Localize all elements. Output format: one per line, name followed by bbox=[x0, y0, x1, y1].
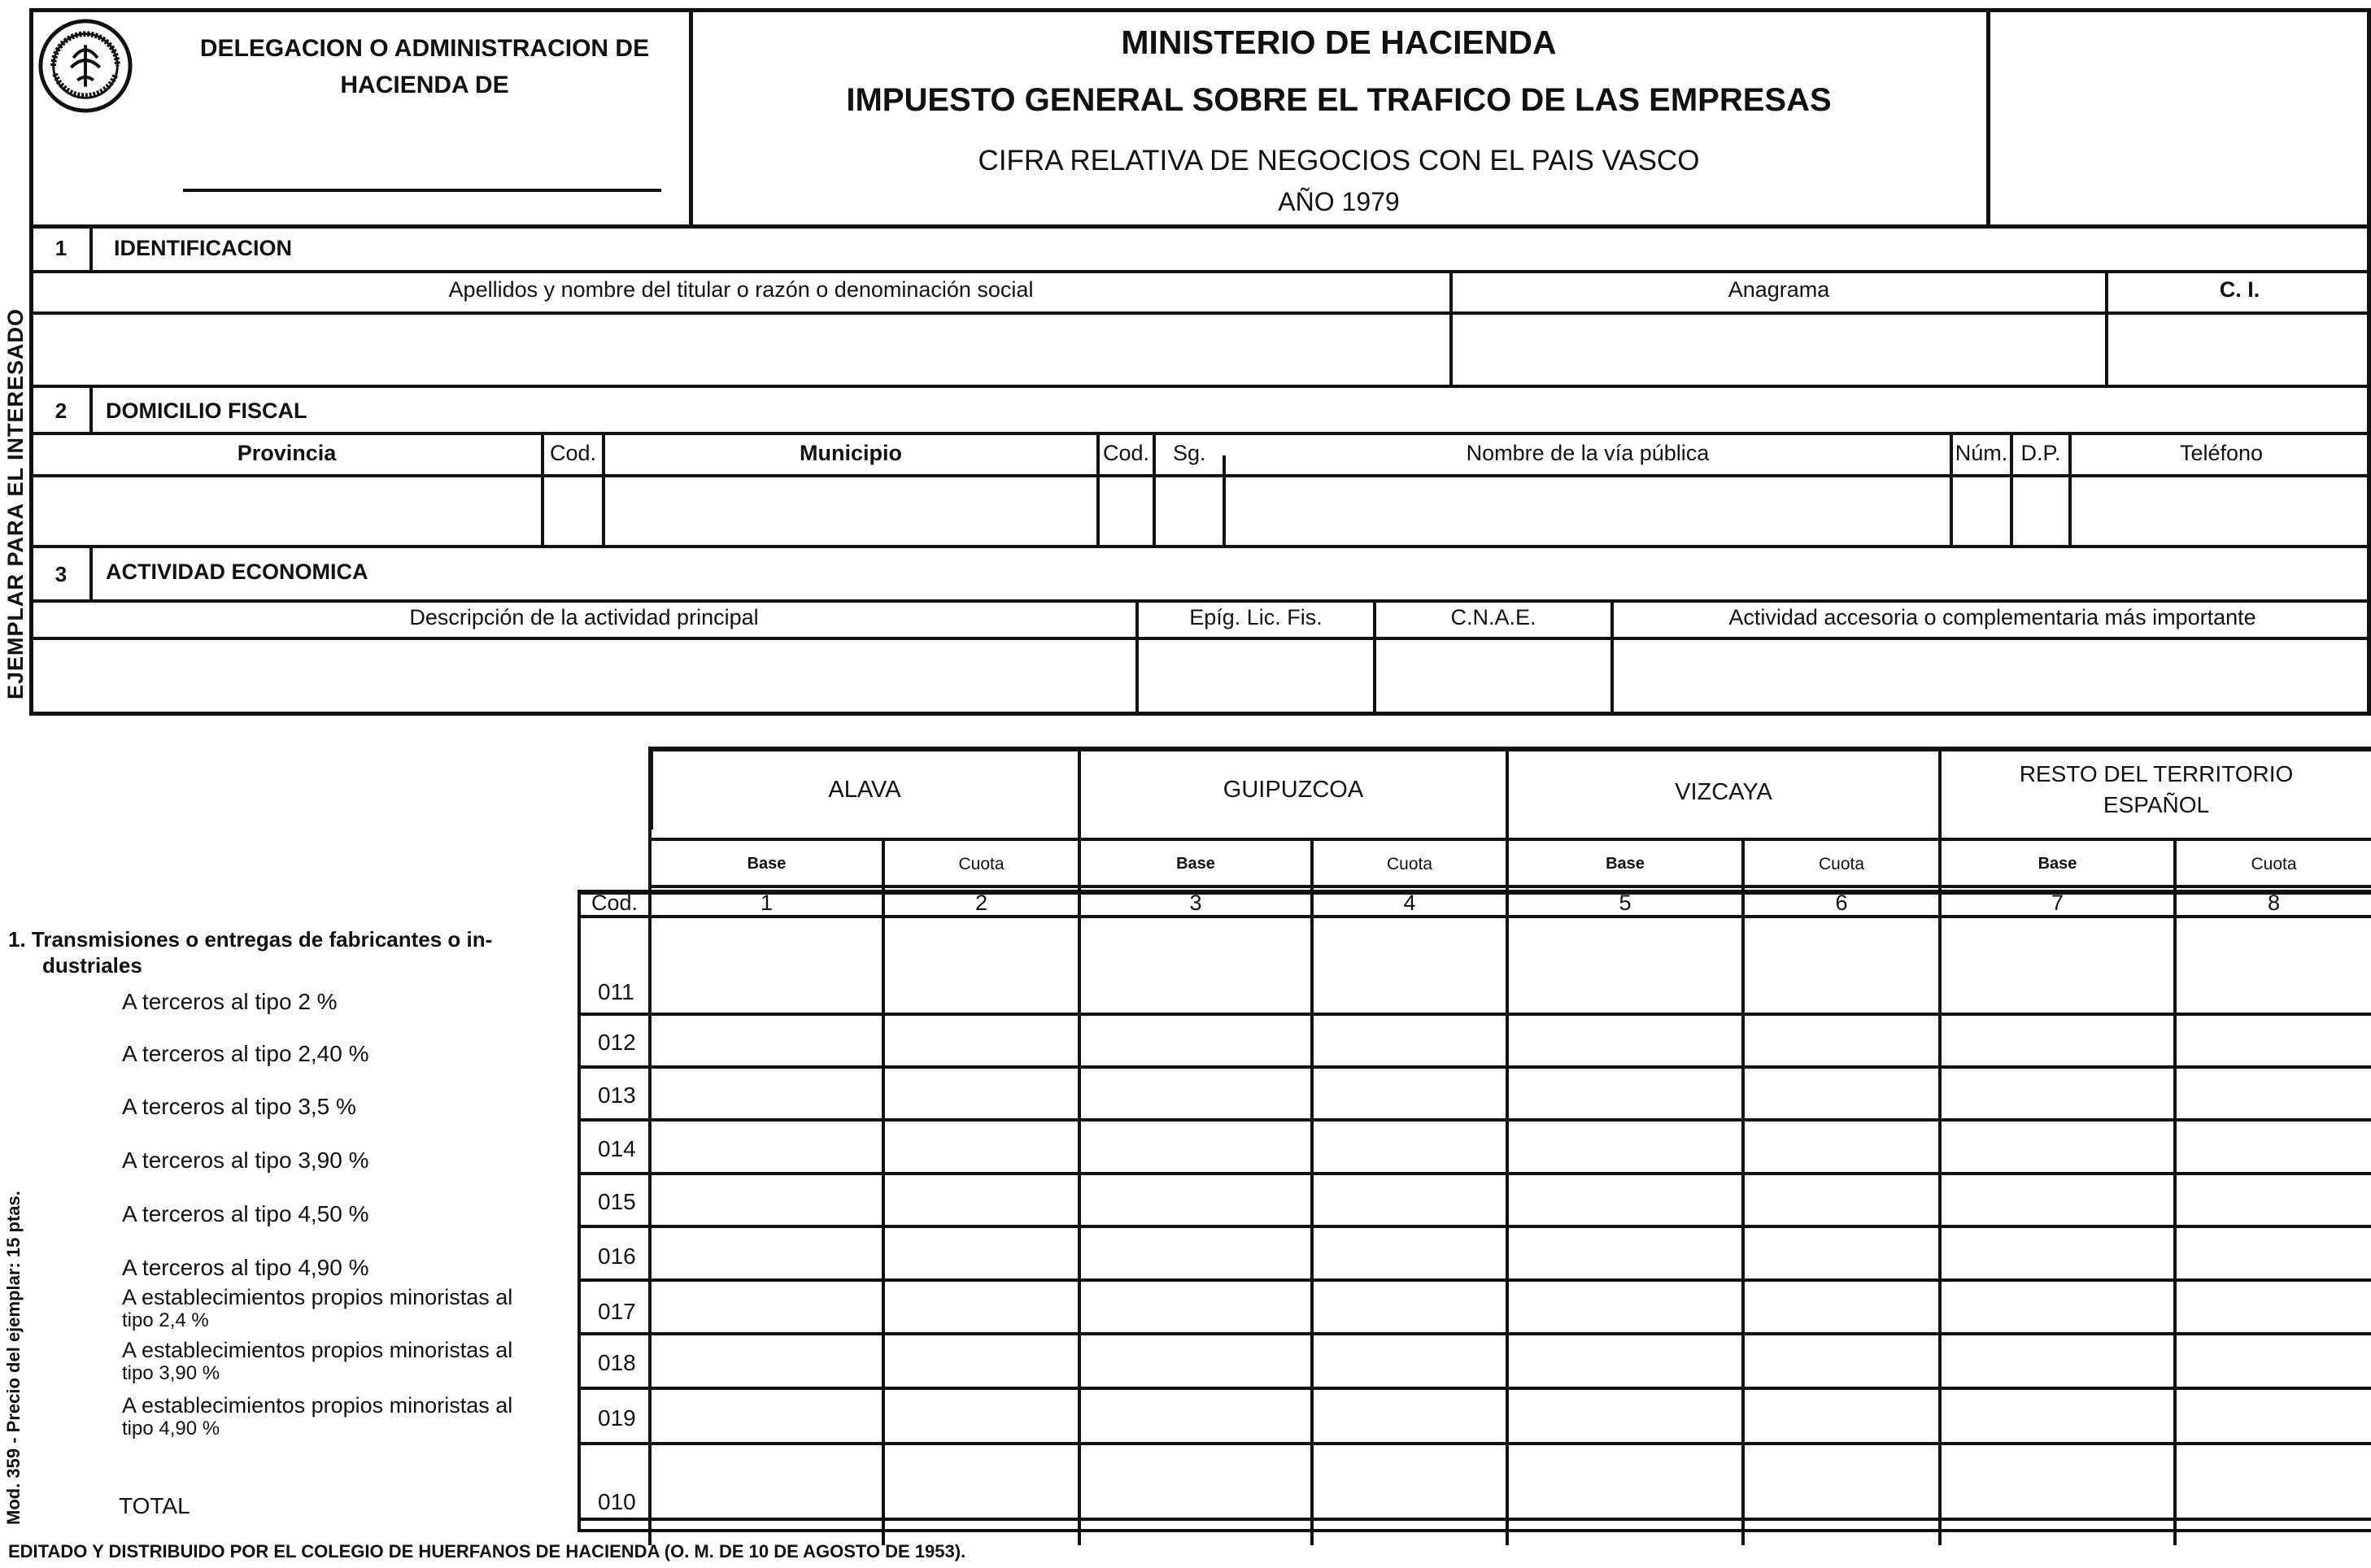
subhead-cuota-1: Cuota bbox=[958, 855, 1005, 873]
cell-017-col3[interactable] bbox=[1081, 1282, 1310, 1332]
cell-011-col4[interactable] bbox=[1314, 918, 1506, 1013]
cell-014-col2[interactable] bbox=[885, 1122, 1078, 1172]
col-number-1: 1 bbox=[760, 891, 774, 915]
col-number-2: 2 bbox=[974, 891, 988, 915]
subhead-base-4: Base bbox=[2038, 855, 2077, 873]
section2-title: DOMICILIO FISCAL bbox=[106, 399, 307, 423]
actividad-accesoria-field[interactable] bbox=[1614, 640, 2367, 712]
header-name: Apellidos y nombre del titular o razón o denominación social bbox=[448, 277, 1034, 302]
section1-number: 1 bbox=[54, 236, 68, 260]
table-section-title: 1. Transmisiones o entregas de fabricantes o in- bbox=[8, 927, 493, 952]
cell-018-col3[interactable] bbox=[1081, 1335, 1310, 1387]
row-code-016: 016 bbox=[598, 1244, 636, 1269]
section3-number: 3 bbox=[54, 562, 68, 586]
header-via-publica: Nombre de la vía pública bbox=[1466, 441, 1710, 465]
row-code-010: 010 bbox=[598, 1489, 636, 1514]
row-code-018: 018 bbox=[598, 1350, 636, 1375]
row-label-014: A terceros al tipo 3,90 % bbox=[122, 1148, 369, 1173]
cell-017-col7[interactable] bbox=[1942, 1282, 2173, 1332]
sg-field[interactable] bbox=[1156, 477, 1223, 545]
cell-014-col4[interactable] bbox=[1314, 1122, 1506, 1172]
via-publica-field[interactable] bbox=[1226, 477, 1950, 545]
cell-016-col3[interactable] bbox=[1081, 1228, 1310, 1278]
cod-column-header: Cod. bbox=[591, 891, 639, 915]
cell-014-col1[interactable] bbox=[652, 1122, 882, 1172]
row-label-018: A establecimientos propios minoristas al bbox=[122, 1338, 513, 1362]
header-epigrafe: Epíg. Lic. Fis. bbox=[1189, 605, 1323, 629]
cell-013-col8[interactable] bbox=[2177, 1069, 2368, 1118]
cell-010-col3[interactable] bbox=[1081, 1445, 1310, 1514]
header-cod-provincia: Cod. bbox=[549, 441, 597, 465]
subhead-cuota-4: Cuota bbox=[2251, 855, 2297, 873]
row-code-015: 015 bbox=[598, 1189, 636, 1214]
region-alava: ALAVA bbox=[828, 777, 901, 803]
footer-publisher: EDITADO Y DISTRIBUIDO POR EL COLEGIO DE HUERFANOS DE HACIENDA (O. M. DE 10 DE AGOSTO DE 1953). bbox=[8, 1541, 966, 1561]
cell-010-col1[interactable] bbox=[652, 1445, 882, 1514]
cell-018-col2[interactable] bbox=[885, 1335, 1078, 1387]
delegacion-line1: DELEGACION O ADMINISTRACION DE bbox=[199, 35, 650, 62]
cell-018-col8[interactable] bbox=[2177, 1335, 2368, 1387]
col-number-8: 8 bbox=[2267, 891, 2281, 915]
actividad-principal-field[interactable] bbox=[33, 640, 1135, 712]
cell-018-col7[interactable] bbox=[1942, 1335, 2173, 1387]
header-cnae: C.N.A.E. bbox=[1450, 605, 1536, 629]
header-actividad-accesoria: Actividad accesoria o complementaria más importante bbox=[1728, 605, 2256, 629]
col-number-6: 6 bbox=[1835, 891, 1848, 915]
cell-013-col5[interactable] bbox=[1509, 1069, 1741, 1118]
cell-011-col5[interactable] bbox=[1509, 918, 1741, 1013]
cell-017-col4[interactable] bbox=[1314, 1282, 1506, 1332]
region-vizcaya: VIZCAYA bbox=[1675, 779, 1772, 805]
subhead-base-2: Base bbox=[1176, 855, 1215, 873]
row-code-019: 019 bbox=[598, 1405, 636, 1431]
cell-011-col8[interactable] bbox=[2177, 918, 2368, 1013]
subhead-base-1: Base bbox=[747, 855, 787, 873]
cod-municipio-field[interactable] bbox=[1100, 477, 1153, 545]
cell-019-col5[interactable] bbox=[1509, 1390, 1741, 1442]
col-number-3: 3 bbox=[1189, 891, 1202, 915]
cell-019-col6[interactable] bbox=[1745, 1390, 1938, 1442]
cell-014-col6[interactable] bbox=[1745, 1122, 1938, 1172]
section1-title: IDENTIFICACION bbox=[114, 236, 292, 260]
row-code-014: 014 bbox=[598, 1136, 636, 1161]
dp-field[interactable] bbox=[2013, 477, 2068, 545]
table-section-title-cont: dustriales bbox=[42, 953, 142, 978]
ci-field[interactable] bbox=[2108, 315, 2367, 385]
cell-010-col4[interactable] bbox=[1314, 1445, 1506, 1514]
tax-title: IMPUESTO GENERAL SOBRE EL TRAFICO DE LAS EMPRESAS bbox=[846, 82, 1832, 118]
cell-016-col6[interactable] bbox=[1745, 1228, 1938, 1278]
row-label-018-cont: tipo 3,90 % bbox=[122, 1362, 220, 1384]
cell-018-col1[interactable] bbox=[652, 1335, 882, 1387]
cell-016-col8[interactable] bbox=[2177, 1228, 2368, 1278]
epigrafe-field[interactable] bbox=[1139, 640, 1373, 712]
subhead-cuota-3: Cuota bbox=[1818, 855, 1865, 873]
col-number-7: 7 bbox=[2051, 891, 2064, 915]
region-header-top bbox=[648, 747, 2371, 751]
row-label-013: A terceros al tipo 3,5 % bbox=[122, 1094, 356, 1119]
header-telefono: Teléfono bbox=[2179, 441, 2264, 465]
row-code-017: 017 bbox=[598, 1299, 636, 1324]
cell-014-col7[interactable] bbox=[1942, 1122, 2173, 1172]
cell-013-col7[interactable] bbox=[1942, 1069, 2173, 1118]
cell-010-col2[interactable] bbox=[885, 1445, 1078, 1514]
row-code-011: 011 bbox=[598, 979, 634, 1004]
header-municipio: Municipio bbox=[800, 441, 902, 465]
row-code-013: 013 bbox=[598, 1082, 636, 1108]
row-label-015: A terceros al tipo 4,50 % bbox=[122, 1201, 369, 1226]
cell-017-col5[interactable] bbox=[1509, 1282, 1741, 1332]
cell-019-col7[interactable] bbox=[1942, 1390, 2173, 1442]
municipio-field[interactable] bbox=[605, 477, 1096, 545]
cnae-field[interactable] bbox=[1376, 640, 1610, 712]
cell-011-col2[interactable] bbox=[885, 918, 1078, 1013]
row-label-019-cont: tipo 4,90 % bbox=[122, 1418, 220, 1440]
cell-012-col5[interactable] bbox=[1509, 1016, 1741, 1065]
row-label-total: TOTAL bbox=[119, 1493, 190, 1518]
cell-014-col5[interactable] bbox=[1509, 1122, 1741, 1172]
subhead-cuota-2: Cuota bbox=[1386, 855, 1433, 873]
cell-016-col7[interactable] bbox=[1942, 1228, 2173, 1278]
cell-017-col2[interactable] bbox=[885, 1282, 1078, 1332]
delegacion-line2: HACIENDA DE bbox=[340, 72, 509, 98]
cell-018-col4[interactable] bbox=[1314, 1335, 1506, 1387]
delegacion-input[interactable] bbox=[183, 146, 661, 192]
cell-017-col1[interactable] bbox=[652, 1282, 882, 1332]
cell-013-col4[interactable] bbox=[1314, 1069, 1506, 1118]
cod-provincia-field[interactable] bbox=[544, 477, 602, 545]
cell-016-col4[interactable] bbox=[1314, 1228, 1506, 1278]
cell-015-col8[interactable] bbox=[2177, 1175, 2368, 1225]
region-guipuzcoa: GUIPUZCOA bbox=[1223, 777, 1364, 803]
cell-018-col6[interactable] bbox=[1745, 1335, 1938, 1387]
col-number-5: 5 bbox=[1619, 891, 1632, 915]
cell-015-col7[interactable] bbox=[1942, 1175, 2173, 1225]
cell-010-col8[interactable] bbox=[2177, 1445, 2368, 1514]
price-label: Mod. 359 - Precio del ejemplar: 15 ptas. bbox=[3, 1191, 24, 1525]
cell-010-col7[interactable] bbox=[1942, 1445, 2173, 1514]
row-label-012: A terceros al tipo 2,40 % bbox=[122, 1041, 369, 1066]
cell-019-col4[interactable] bbox=[1314, 1390, 1506, 1442]
cell-011-col3[interactable] bbox=[1081, 918, 1310, 1013]
cell-017-col6[interactable] bbox=[1745, 1282, 1938, 1332]
num-field[interactable] bbox=[1953, 477, 2010, 545]
cell-019-col3[interactable] bbox=[1081, 1390, 1310, 1442]
cell-015-col3[interactable] bbox=[1081, 1175, 1310, 1225]
form-subtitle: CIFRA RELATIVA DE NEGOCIOS CON EL PAIS VASCO bbox=[978, 145, 1700, 176]
cell-013-col3[interactable] bbox=[1081, 1069, 1310, 1118]
ministry-title: MINISTERIO DE HACIENDA bbox=[1121, 24, 1557, 61]
office-use-box[interactable] bbox=[1990, 12, 2367, 226]
cell-012-col6[interactable] bbox=[1745, 1016, 1938, 1065]
cell-012-col4[interactable] bbox=[1314, 1016, 1506, 1065]
region-resto-line2: ESPAÑOL bbox=[2103, 792, 2210, 817]
cell-015-col2[interactable] bbox=[885, 1175, 1078, 1225]
cell-019-col2[interactable] bbox=[885, 1390, 1078, 1442]
section3-title: ACTIVIDAD ECONOMICA bbox=[106, 560, 368, 584]
cell-012-col2[interactable] bbox=[885, 1016, 1078, 1065]
cell-011-col6[interactable] bbox=[1745, 918, 1938, 1013]
telefono-field[interactable] bbox=[2072, 477, 2367, 545]
copy-label: EJEMPLAR PARA EL INTERESADO bbox=[3, 307, 28, 699]
cell-012-col8[interactable] bbox=[2177, 1016, 2368, 1065]
region-resto-line1: RESTO DEL TERRITORIO bbox=[2019, 761, 2294, 786]
cell-014-col8[interactable] bbox=[2177, 1122, 2368, 1172]
row-label-011: A terceros al tipo 2 % bbox=[122, 989, 338, 1014]
section2-number: 2 bbox=[54, 399, 68, 423]
cell-018-col5[interactable] bbox=[1509, 1335, 1741, 1387]
header-sg: Sg. bbox=[1173, 441, 1206, 465]
header-cod-municipio: Cod. bbox=[1102, 441, 1150, 465]
cell-013-col2[interactable] bbox=[885, 1069, 1078, 1118]
header-num: Núm. bbox=[1955, 441, 2008, 465]
cell-012-col7[interactable] bbox=[1942, 1016, 2173, 1065]
cell-010-col5[interactable] bbox=[1509, 1445, 1741, 1514]
cell-016-col1[interactable] bbox=[652, 1228, 882, 1278]
cell-019-col8[interactable] bbox=[2177, 1390, 2368, 1442]
provincia-field[interactable] bbox=[33, 477, 541, 545]
cell-012-col3[interactable] bbox=[1081, 1016, 1310, 1065]
row-label-016: A terceros al tipo 4,90 % bbox=[122, 1255, 369, 1280]
header-actividad-principal: Descripción de la actividad principal bbox=[409, 605, 759, 629]
anagrama-field[interactable] bbox=[1453, 315, 2105, 385]
cell-019-col1[interactable] bbox=[652, 1390, 882, 1442]
cell-013-col1[interactable] bbox=[652, 1069, 882, 1118]
row-label-019: A establecimientos propios minoristas al bbox=[122, 1393, 513, 1418]
cell-015-col6[interactable] bbox=[1745, 1175, 1938, 1225]
header-dp: D.P. bbox=[2020, 441, 2061, 465]
cell-015-col1[interactable] bbox=[652, 1175, 882, 1225]
cell-011-col7[interactable] bbox=[1942, 918, 2173, 1013]
cell-016-col5[interactable] bbox=[1509, 1228, 1741, 1278]
cell-013-col6[interactable] bbox=[1745, 1069, 1938, 1118]
cell-011-col1[interactable] bbox=[652, 918, 882, 1013]
col-number-4: 4 bbox=[1403, 891, 1416, 915]
header-anagrama: Anagrama bbox=[1728, 277, 1830, 302]
cell-012-col1[interactable] bbox=[652, 1016, 882, 1065]
row-label-017: A establecimientos propios minoristas al bbox=[122, 1285, 513, 1309]
subhead-base-3: Base bbox=[1606, 855, 1645, 873]
cell-010-col6[interactable] bbox=[1745, 1445, 1938, 1514]
form-year: AÑO 1979 bbox=[1278, 187, 1400, 216]
row-code-012: 012 bbox=[598, 1030, 636, 1055]
cell-015-col4[interactable] bbox=[1314, 1175, 1506, 1225]
name-field[interactable] bbox=[33, 315, 1449, 385]
header-provincia: Provincia bbox=[237, 441, 337, 465]
row-label-017-cont: tipo 2,4 % bbox=[122, 1309, 209, 1331]
cell-017-col8[interactable] bbox=[2177, 1282, 2368, 1332]
header-ci: C. I. bbox=[2219, 277, 2260, 302]
hacienda-seal-logo bbox=[37, 18, 133, 114]
cell-014-col3[interactable] bbox=[1081, 1122, 1310, 1172]
cell-016-col2[interactable] bbox=[885, 1228, 1078, 1278]
cell-015-col5[interactable] bbox=[1509, 1175, 1741, 1225]
